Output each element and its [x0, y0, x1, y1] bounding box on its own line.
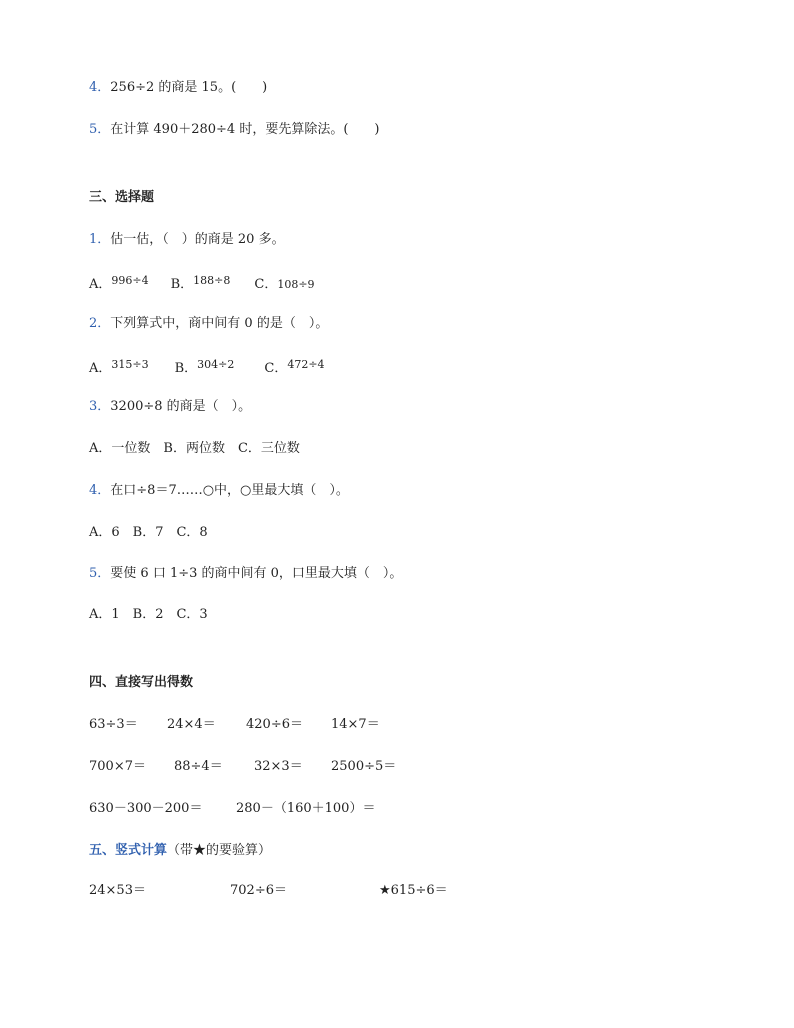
oral-item: 24×4＝: [167, 717, 216, 732]
section-3-title: 三、选择题: [89, 190, 155, 205]
option-value: 108÷9: [277, 278, 315, 291]
option-a: [89, 356, 149, 378]
item-text: 下列算式中，商中间有 0 的是（ ）。: [110, 316, 329, 331]
question-4: [89, 482, 349, 500]
question-4-options: A．6 B．7 C．8: [89, 525, 208, 540]
vertical-calc-item: ★615÷6＝: [379, 883, 448, 898]
section-5-title: 五、竖式计算: [89, 843, 168, 858]
vertical-calc-item: 24×53＝: [89, 883, 146, 898]
section-5-note: （带★的要验算）: [167, 843, 272, 858]
section-5-header: [89, 842, 271, 860]
question-2: [89, 315, 328, 333]
vertical-calc-item: 702÷6＝: [230, 883, 287, 898]
item-text: 在计算 490＋280÷4 时，要先算除法。( ): [110, 122, 380, 137]
option-label: C．: [264, 361, 288, 376]
oral-item: 63÷3＝: [89, 717, 138, 732]
item-number: 5．: [89, 566, 111, 581]
option-value: 188÷8: [193, 274, 231, 287]
question-3: [89, 398, 251, 416]
oral-item: 14×7＝: [331, 717, 380, 732]
option-value: 315÷3: [111, 358, 149, 371]
item-text: 估一估，（ ）的商是 20 多。: [110, 232, 285, 247]
judge-item-5: [89, 121, 379, 139]
oral-item: 630－300－200＝: [89, 801, 203, 816]
oral-item: 420÷6＝: [246, 717, 303, 732]
option-c: [264, 356, 324, 378]
option-a: [89, 272, 149, 294]
option-label: B．: [170, 277, 194, 292]
option-b: [171, 272, 231, 294]
option-c: [254, 276, 314, 294]
judge-item-4: [89, 79, 267, 97]
question-1: [89, 231, 285, 249]
option-value: 304÷2: [197, 358, 235, 371]
option-label: A．: [89, 277, 112, 292]
item-number: 5．: [89, 122, 111, 137]
oral-item: 280－（160＋100）＝: [236, 801, 376, 816]
item-number: 4．: [89, 483, 111, 498]
option-value: 996÷4: [111, 274, 149, 287]
item-number: 4．: [89, 80, 111, 95]
option-b: [175, 356, 235, 378]
oral-item: 88÷4＝: [174, 759, 223, 774]
question-1-options: [89, 272, 315, 294]
question-2-options: [89, 356, 325, 378]
item-number: 2．: [89, 316, 111, 331]
item-text: 3200÷8 的商是（ ）。: [110, 399, 252, 414]
item-text: 在口÷8＝7……○中，○里最大填（ ）。: [110, 483, 349, 498]
item-number: 3．: [89, 399, 111, 414]
oral-item: 700×7＝: [89, 759, 146, 774]
question-5-options: A．1 B．2 C．3: [89, 607, 208, 622]
oral-item: 2500÷5＝: [331, 759, 397, 774]
question-5: [89, 565, 402, 583]
item-number: 1．: [89, 232, 111, 247]
item-text: 256÷2 的商是 15。( ): [110, 80, 268, 95]
option-label: C．: [254, 277, 278, 292]
question-3-options: A．一位数 B．两位数 C．三位数: [89, 441, 300, 456]
option-label: B．: [174, 361, 198, 376]
item-text: 要使 6 口 1÷3 的商中间有 0，口里最大填（ ）。: [110, 566, 403, 581]
option-value: 472÷4: [287, 358, 325, 371]
section-4-title: 四、直接写出得数: [89, 675, 194, 690]
oral-item: 32×3＝: [254, 759, 303, 774]
option-label: A．: [89, 361, 112, 376]
